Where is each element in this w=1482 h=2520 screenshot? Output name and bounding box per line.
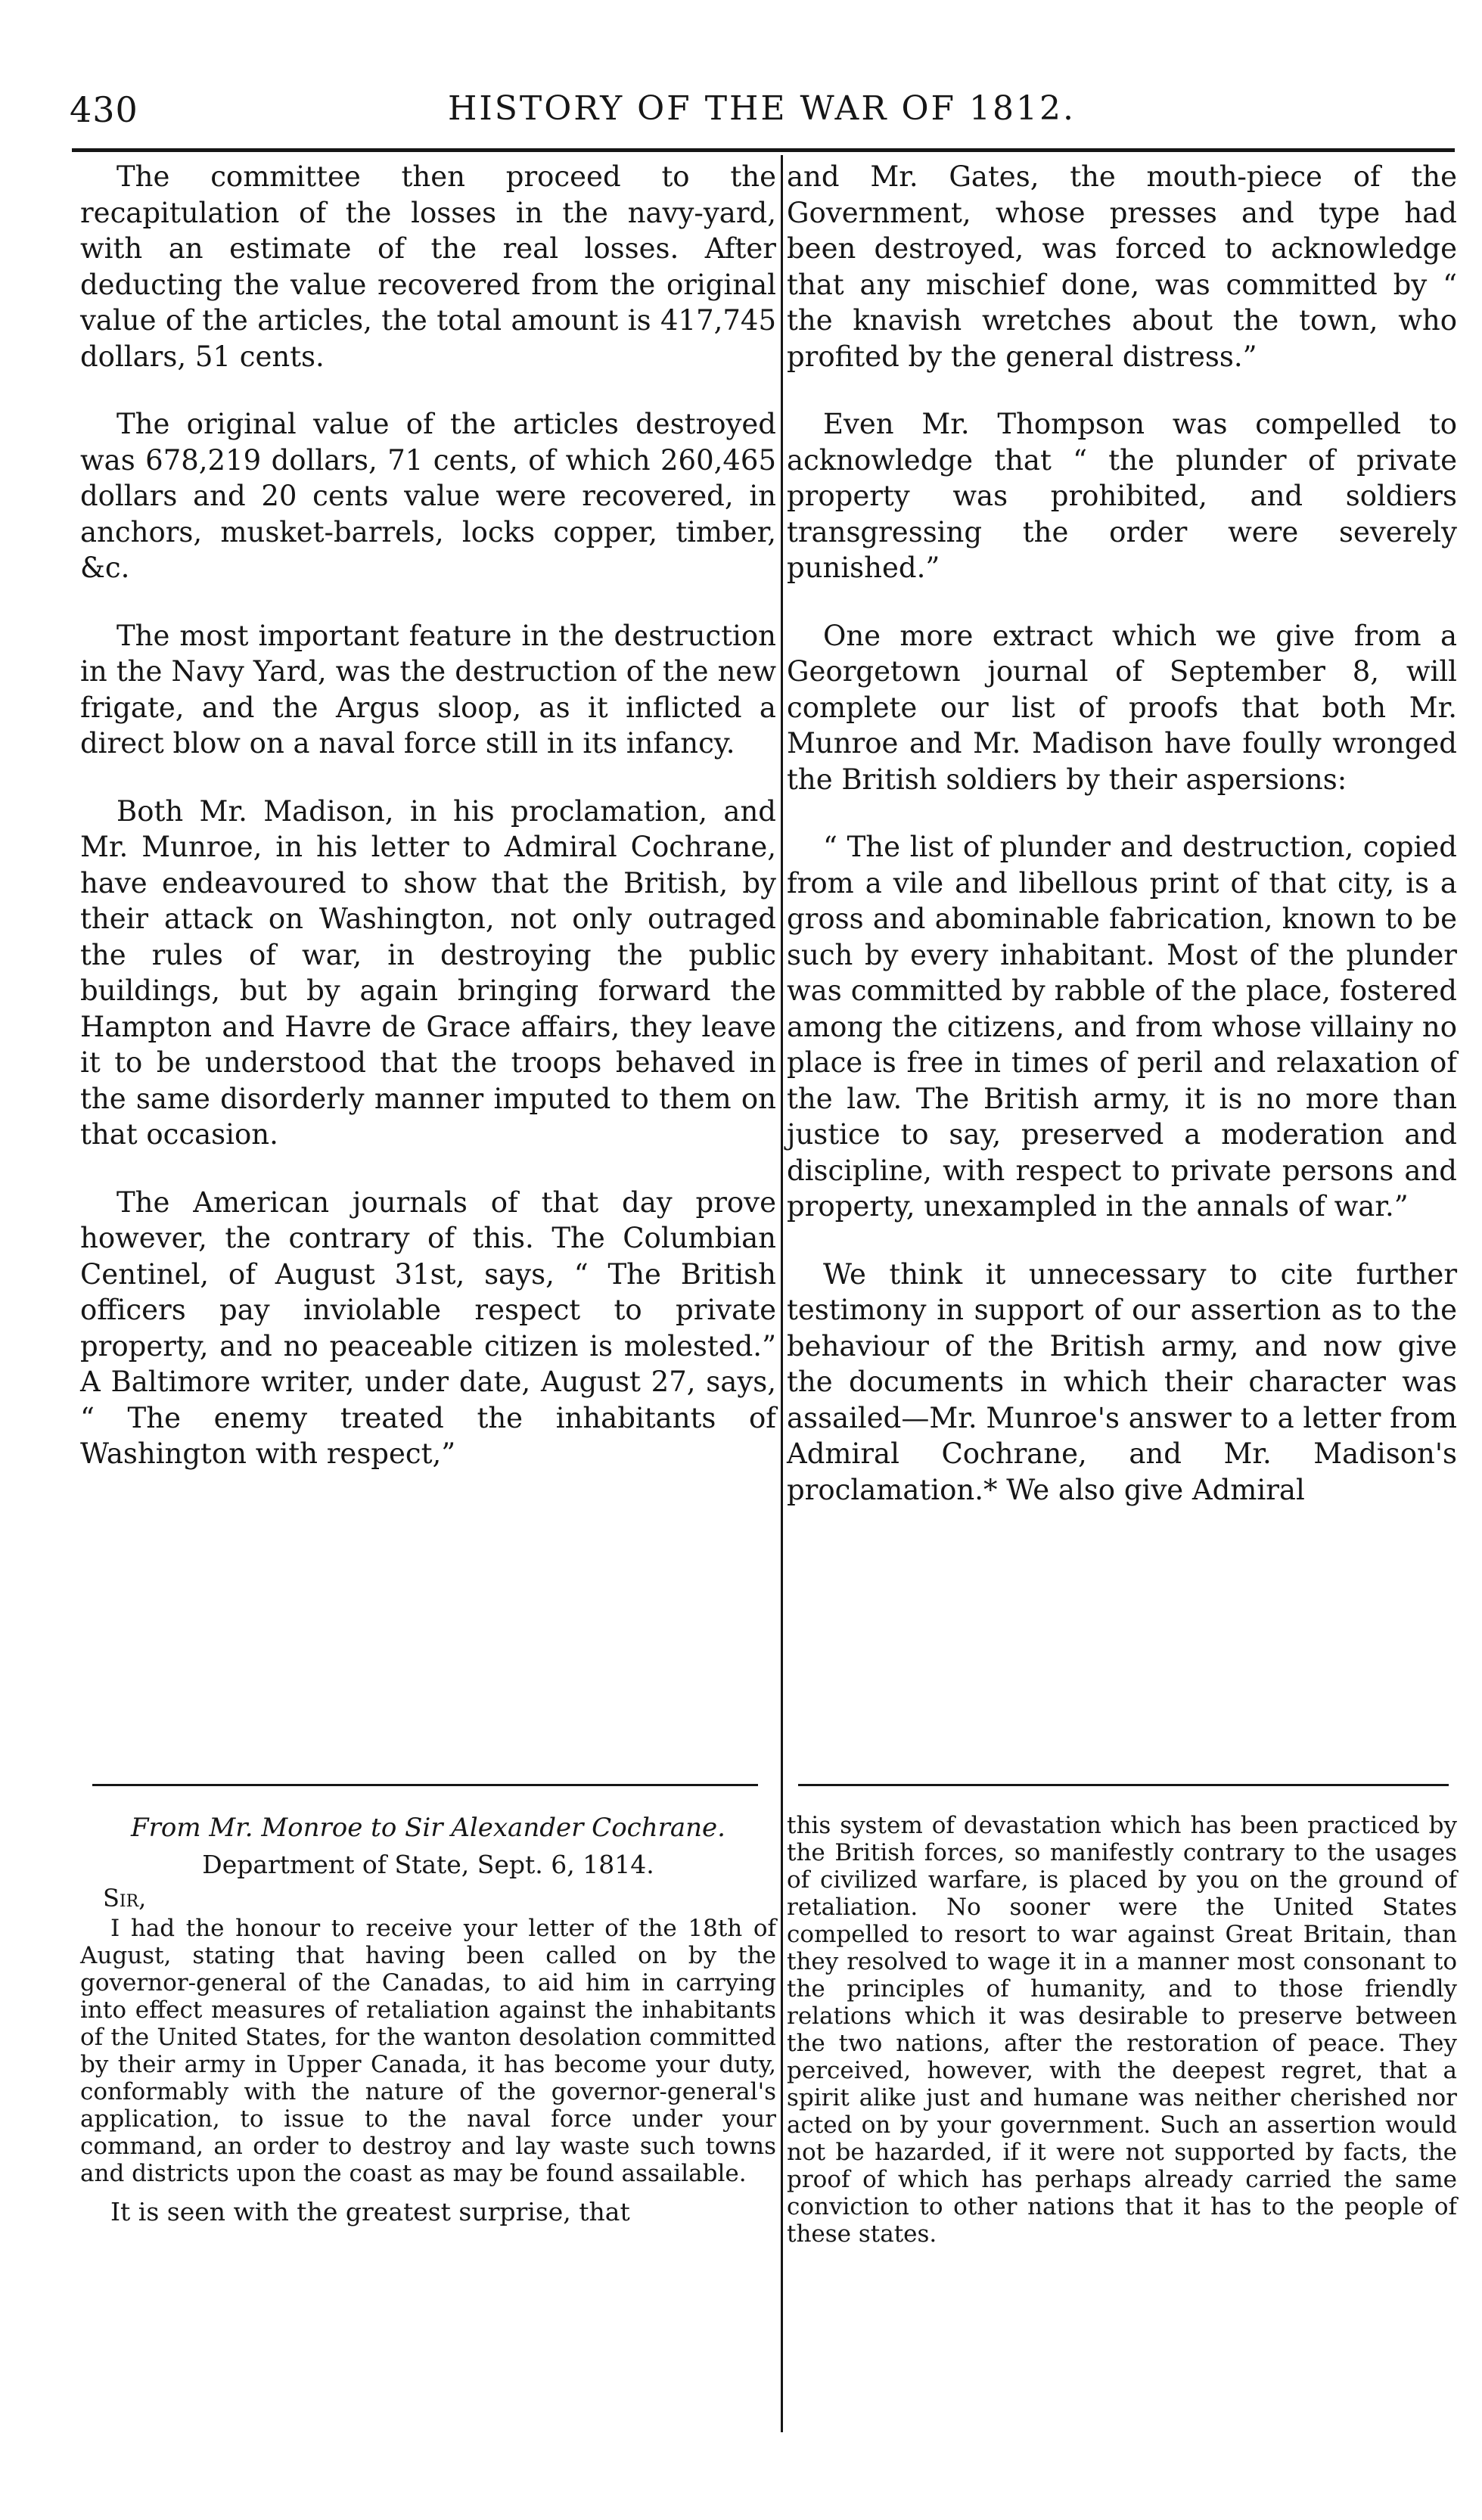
footnote-rule-right — [798, 1784, 1449, 1786]
column-divider — [781, 155, 783, 2432]
left-paragraph-4: Both Mr. Madison, in his proclamation, and Mr. Munroe, in his letter to Admiral Cochrane, have endeavoured to show that the British, by their attack on Washington, not only outraged the rules of war, in destroying the public buildings, but by again bringing forward the Hampton and Havre de Grace affairs, they leave it to be understood that the troops behaved in the same disorderly manner imputed to them on that occasion. — [80, 794, 776, 1151]
page-header — [70, 89, 1454, 142]
right-paragraph-2: One more extract which we give from a Georgetown journal of September 8, will complete our list of proofs that both Mr. Munroe and Mr. Madison have foully wronged the British soldiers by their aspersions: — [787, 619, 1457, 796]
right-paragraph-3: “ The list of plunder and destruction, copied from a vile and libellous print of that city, is a gross and abominable fabrication, known to be such by every inhabitant. Most of the plunder was committed by rabble of the place, fostered among the citizens, and from whose villainy no place is free in times of peril and relaxation of the law. The British army, it is no more than justice to say, preserved a moderation and discipline, with respect to private persons and property, unexampled in the annals of war.” — [787, 831, 1457, 1223]
running-title: HISTORY OF THE WAR OF 1812. — [447, 89, 1076, 128]
left-paragraph-2: The original value of the articles destroyed was 678,219 dollars, 71 cents, of which 260,465 dollars and 20 cents value were recovered, in anchors, musket-barrels, locks copper, timber, &c. — [80, 408, 776, 584]
document-left-closing: It is seen with the greatest surprise, that — [110, 2197, 630, 2226]
right-paragraph-1: Even Mr. Thompson was compelled to acknowledge that “ the plunder of private property was prohibited, and soldiers transgressing the order were severely punished.” — [787, 408, 1457, 584]
document-heading: From Mr. Monroe to Sir Alexander Cochrane. — [131, 1813, 725, 1843]
left-paragraph-1: The committee then proceed to the recapitulation of the losses in the navy-yard, with an estimate of the real losses. After deducting the value recovered from the original value of the articles, the total amount is 417,745 dollars, 51 cents. — [80, 160, 776, 373]
left-paragraph-5: The American journals of that day prove however, the contrary of this. The Columbian Centinel, of August 31st, says, “ The British officers pay inviolable respect to private property, and no peaceable citizen is molested.” A Baltimore writer, under date, August 27, says, “ The enemy treated the inhabitants of Washington with respect,” — [80, 1185, 776, 1470]
document-salutation: Sir, — [103, 1884, 147, 1913]
right-continued-paragraph: and Mr. Gates, the mouth-piece of the Government, whose presses and type had been destroyed, was forced to acknowledge that any mischief done, was committed by “ the knavish wretches about the town, who profited by the general distress.” — [787, 160, 1457, 373]
left-column — [80, 159, 776, 1504]
document-date-line: Department of State, Sept. 6, 1814. — [202, 1850, 654, 1879]
footnote-rule-left — [92, 1784, 758, 1786]
footnote-right-column — [787, 1812, 1457, 2252]
page-number: 430 — [70, 89, 138, 130]
footnote-left-column — [80, 1812, 776, 2233]
document-right-paragraph: this system of devastation which has been practiced by the British forces, so manifestly contrary to the usages of civilized warfare, is placed by you on the ground of retaliation. No sooner were the United States compelled to resort to war against Great Britain, than they resolved to wage it in a manner most consonant to the principles of humanity, and to those friendly relations which it was desirable to preserve between the two nations, after the restoration of peace. They perceived, however, with the deepest regret, that a spirit alike just and humane was neither cherished nor acted on by your government. Such an assertion would not be hazarded, if it were not supported by facts, the proof of which has perhaps already carried the same conviction to other nations that it has to the people of these states. — [787, 1812, 1457, 2248]
left-paragraph-3: The most important feature in the destruction in the Navy Yard, was the destruction of the new frigate, and the Argus sloop, as it inflicted a direct blow on a naval force still in its infancy. — [80, 619, 776, 760]
right-column — [787, 159, 1457, 1540]
header-rule — [72, 148, 1455, 152]
document-left-paragraph: I had the honour to receive your letter of the 18th of August, stating that having been called on by the governor-general of the Canadas, to aid him in carrying into effect measures of retaliation against the inhabitants of the United States, for the wanton desolation committed by their army in Upper Canada, it has become your duty, conformably with the nature of the governor-general's application, to issue to the naval force under your command, an order to destroy and lay waste such towns and districts upon the coast as may be found assailable. — [80, 1915, 776, 2187]
right-paragraph-4: We think it unnecessary to cite further testimony in support of our assertion as to the behaviour of the British army, and now give the documents in which their character was assailed—Mr. Munroe's answer to a letter from Admiral Cochrane, and Mr. Madison's proclamation.* We also give Admiral — [787, 1257, 1457, 1506]
